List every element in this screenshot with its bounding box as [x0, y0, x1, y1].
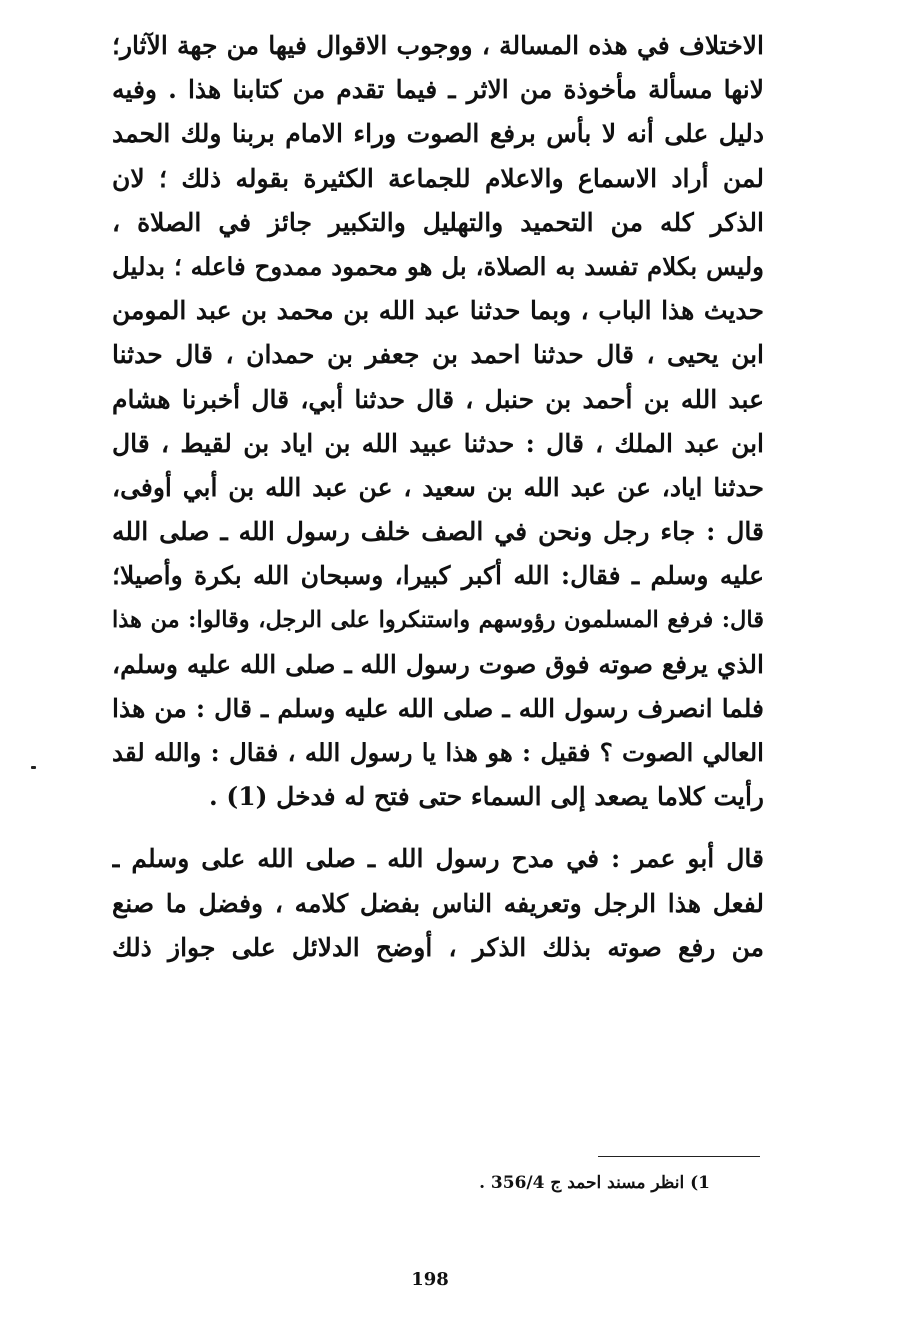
text-line: الذي يرفع صوته فوق صوت رسول الله ـ صلى الله عليه وسلم، [112, 649, 764, 679]
text-line: رأيت كلاما يصعد إلى السماء حتى فتح له فدخل (1) . [208, 782, 764, 812]
text-line: فلما انصرف رسول الله ـ صلى الله عليه وسلم ـ قال : من هذا [112, 693, 764, 723]
paragraph-2 [112, 837, 764, 970]
text-line: ابن عبد الملك ، قال : حدثنا عبيد الله بن اياد بن لقيط ، قال [112, 428, 764, 458]
text-line: عبد الله بن أحمد بن حنبل ، قال حدثنا أبي، قال أخبرنا هشام [112, 384, 764, 414]
text-line: العالي الصوت ؟ فقيل : هو هذا يا رسول الله ، فقال : والله لقد [112, 738, 764, 767]
text-line: عليه وسلم ـ فقال: الله أكبر كبيرا، وسبحان الله بكرة وأصيلا؛ [112, 561, 764, 591]
text-line: من رفع صوته بذلك الذكر ، أوضح الدلائل على جواز ذلك [112, 932, 764, 962]
text-line: قال: فرفع المسلمون رؤوسهم واستنكروا على الرجل، وقالوا: من هذا [112, 607, 764, 634]
text-line: الاختلاف في هذه المسالة ، ووجوب الاقوال فيها من جهة الآثار؛ [112, 31, 764, 60]
footnote: 1) انظر مسند احمد ج 356/4 . [479, 1173, 710, 1193]
margin-mark [31, 766, 36, 769]
paragraph-gap [112, 819, 764, 837]
text-line: ابن يحيى ، قال حدثنا احمد بن جعفر بن حمدان ، قال حدثنا [112, 340, 764, 370]
text-line: الذكر كله من التحميد والتهليل والتكبير جائز في الصلاة ، [112, 207, 764, 237]
text-line: دليل على أنه لا بأس برفع الصوت وراء الامام بربنا ولك الحمد [112, 119, 764, 149]
page-number: 198 [411, 1269, 449, 1290]
text-line: لفعل هذا الرجل وتعريفه الناس بفضل كلامه ، وفضل ما صنع [112, 888, 764, 918]
paragraph-1 [112, 24, 764, 819]
text-line: لانها مسألة مأخوذة من الاثر ـ فيما تقدم من كتابنا هذا . وفيه [112, 75, 764, 105]
text-line: لمن أراد الاسماع والاعلام للجماعة الكثيرة بقوله ذلك ؛ لان [112, 163, 764, 193]
text-line: وليس بكلام تفسد به الصلاة، بل هو محمود ممدوح فاعله ؛ بدليل [112, 251, 764, 281]
text-line: قال : جاء رجل ونحن في الصف خلف رسول الله ـ صلى الله [112, 517, 764, 547]
body-text [112, 24, 764, 970]
text-line: حدثنا اياد، عن عبد الله بن سعيد ، عن عبد الله بن أبي أوفى، [112, 472, 764, 502]
text-line: قال أبو عمر : في مدح رسول الله ـ صلى الله على وسلم ـ [112, 844, 764, 874]
footnote-divider [598, 1156, 760, 1157]
text-line: حديث هذا الباب ، وبما حدثنا عبد الله بن محمد بن عبد المومن [112, 296, 764, 326]
